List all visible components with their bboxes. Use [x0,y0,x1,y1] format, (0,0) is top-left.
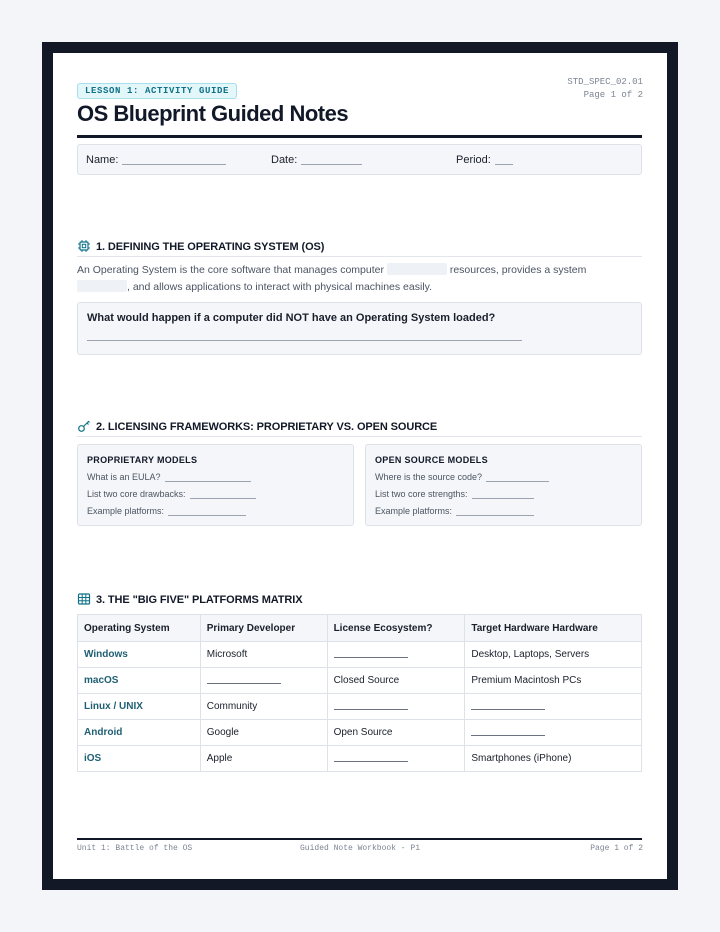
col-os: Operating System [78,615,201,642]
table-cell-developer: Microsoft [200,642,327,668]
section2-divider [77,436,642,437]
strengths-label: List two core strengths: [375,489,468,499]
answer-blank[interactable] [334,709,408,710]
fill-blank-system[interactable] [77,280,127,292]
eula-label: What is an EULA? [87,472,161,482]
period-blank[interactable] [495,164,513,165]
table-cell-developer[interactable] [200,668,327,694]
table-row [78,642,642,668]
prop-platforms-label: Example platforms: [87,506,165,516]
question-text: What would happen if a computer did NOT have an Operating System loaded? [87,312,496,324]
page-title: OS Blueprint Guided Notes [77,101,349,126]
answer-blank[interactable] [334,657,408,658]
answer-blank[interactable] [471,709,545,710]
spec-code: STD_SPEC_02.01 [567,77,643,87]
table-cell-developer: Google [200,720,327,746]
section1-divider [77,256,642,257]
section1-paragraph [77,262,637,296]
matrix-header-row [78,615,642,642]
table-cell-os: iOS [78,746,201,772]
footer-page: Page 1 of 2 [590,844,643,853]
table-icon [77,592,91,606]
proprietary-card [77,444,354,526]
footer-rule [77,838,642,840]
page-number-top: Page 1 of 2 [583,90,643,100]
date-label: Date: [271,154,298,166]
table-row [78,694,642,720]
table-cell-hardware: Desktop, Laptops, Servers [465,642,642,668]
table-cell-license[interactable] [327,642,465,668]
name-field[interactable] [86,154,226,166]
os-platforms-prompt[interactable] [375,506,534,516]
prop-platforms-blank[interactable] [168,515,246,516]
table-cell-os: macOS [78,668,201,694]
period-label: Period: [456,154,491,166]
table-cell-os: Android [78,720,201,746]
chip-icon [77,239,91,253]
student-info-bar [77,144,642,175]
table-cell-os: Linux / UNIX [78,694,201,720]
table-row [78,746,642,772]
footer-workbook: Guided Note Workbook - P1 [299,844,421,853]
date-field[interactable] [271,154,362,166]
strengths-prompt[interactable] [375,489,534,499]
table-cell-hardware: Premium Macintosh PCs [465,668,642,694]
section1-heading [77,239,324,253]
name-label: Name: [86,154,119,166]
table-cell-hardware: Smartphones (iPhone) [465,746,642,772]
col-hardware: Target Hardware Hardware [465,615,642,642]
answer-blank[interactable] [207,683,281,684]
table-cell-developer: Apple [200,746,327,772]
table-cell-license[interactable] [327,746,465,772]
os-platforms-label: Example platforms: [375,506,453,516]
strengths-blank[interactable] [472,498,534,499]
prop-platforms-prompt[interactable] [87,506,246,516]
eula-prompt[interactable] [87,472,251,482]
table-cell-license: Open Source [327,720,465,746]
section3-heading [77,592,302,606]
section3-heading-text: 3. THE "BIG FIVE" PLATFORMS MATRIX [96,594,303,606]
answer-blank[interactable] [334,761,408,762]
fill-blank-resources[interactable] [387,263,447,275]
table-cell-hardware[interactable] [465,720,642,746]
answer-line[interactable] [87,340,522,341]
col-license: License Ecosystem? [327,615,465,642]
proprietary-title: PROPRIETARY MODELS [87,455,198,465]
open-source-card [365,444,642,526]
table-cell-hardware[interactable] [465,694,642,720]
answer-blank[interactable] [471,735,545,736]
section1-heading-text: 1. DEFINING THE OPERATING SYSTEM (OS) [96,241,325,253]
drawbacks-prompt[interactable] [87,489,256,499]
table-row [78,668,642,694]
table-cell-license: Closed Source [327,668,465,694]
platforms-matrix [77,614,642,772]
os-platforms-blank[interactable] [456,515,534,516]
section2-heading [77,419,437,433]
key-icon [77,419,91,433]
table-row [78,720,642,746]
para-text-1: An Operating System is the core software that manages computer [77,264,384,276]
source-code-prompt[interactable] [375,472,549,482]
col-developer: Primary Developer [200,615,327,642]
table-cell-os: Windows [78,642,201,668]
source-code-blank[interactable] [486,481,549,482]
table-cell-license[interactable] [327,694,465,720]
name-blank[interactable] [122,164,226,165]
open-source-title: OPEN SOURCE MODELS [375,455,488,465]
section2-heading-text: 2. LICENSING FRAMEWORKS: PROPRIETARY VS. OPEN SOURCE [96,421,438,433]
footer-unit: Unit 1: Battle of the OS [77,844,193,853]
question-box [77,302,642,355]
lesson-tag: LESSON 1: ACTIVITY GUIDE [77,83,237,99]
date-blank[interactable] [301,164,362,165]
drawbacks-label: List two core drawbacks: [87,489,186,499]
worksheet-page [53,53,667,879]
para-text-2: resources, provides a system [449,264,587,276]
drawbacks-blank[interactable] [190,498,256,499]
period-field[interactable] [456,154,513,166]
source-code-label: Where is the source code? [375,472,483,482]
title-rule [77,135,642,138]
table-cell-developer: Community [200,694,327,720]
para-text-3: , and allows applications to interact with physical machines easily. [127,281,433,293]
eula-blank[interactable] [165,481,251,482]
